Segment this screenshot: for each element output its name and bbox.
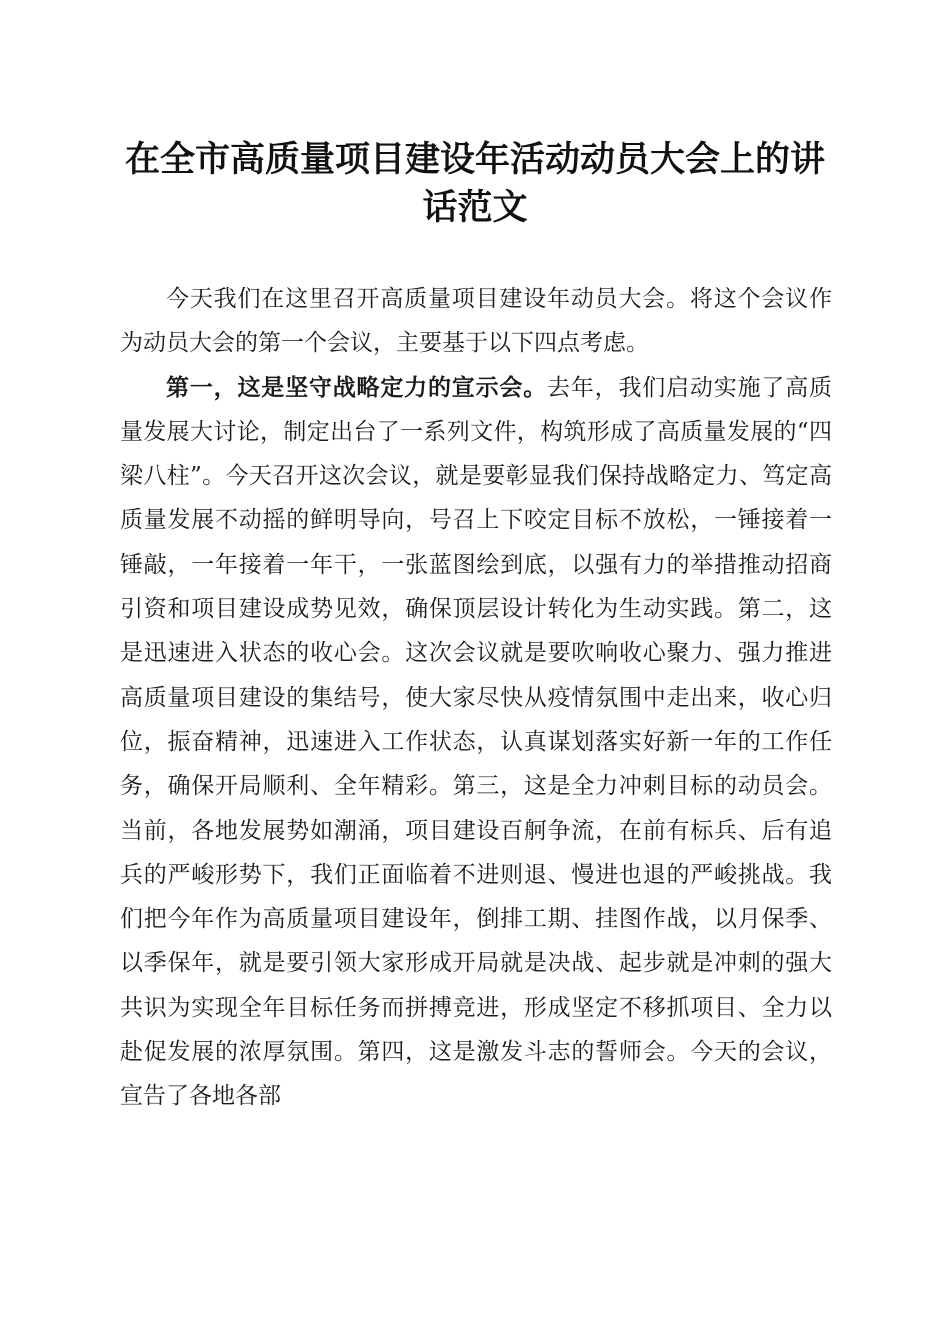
paragraph-intro-text: 今天我们在这里召开高质量项目建设年动员大会。将这个会议作为动员大会的第一个会议，主要基于以下四点考虑。 bbox=[120, 286, 832, 357]
paragraph-main-text: 去年，我们启动实施了高质量发展大讨论，制定出台了一系列文件，构筑形成了高质量发展的“四梁八柱”。今天召开这次会议，就是要彰显我们保持战略定力、笃定高质量发展不动摇的鲜明导向，号召上下咬定目标不放松，一锤接着一锤敲，一年接着一年干，一张蓝图绘到底，以强有力的举措推动招商引资和项目建设成势见效，确保顶层设计转化为生动实践。第二，这是迅速进入状态的收心会。这次会议就是要吹响收心聚力、强力推进高质量项目建设的集结号，使大家尽快从疫情氛围中走出来，收心归位，振奋精神，迅速进入工作状态，认真谋划落实好新一年的工作任务，确保开局顺利、全年精彩。第三，这是全力冲刺目标的动员会。当前，各地发展势如潮涌，项目建设百舸争流，在前有标兵、后有追兵的严峻形势下，我们正面临着不进则退、慢进也退的严峻挑战。我们把今年作为高质量项目建设年，倒排工期、挂图作战，以月保季、以季保年，就是要引领大家形成开局就是决战、起步就是冲刺的强大共识为实现全年目标任务而拼搏竞进，形成坚定不移抓项目、全力以赴促发展的浓厚氛围。第四，这是激发斗志的誓师会。今天的会议，宣告了各地各部 bbox=[120, 374, 833, 1110]
paragraph-intro bbox=[120, 277, 832, 366]
paragraph-main bbox=[120, 366, 832, 1119]
paragraph-main-lead: 第一，这是坚守战略定力的宣示会。 bbox=[166, 373, 548, 401]
document-body bbox=[120, 277, 832, 1119]
document-title: 在全市高质量项目建设年活动动员大会上的讲话范文 bbox=[124, 139, 825, 228]
